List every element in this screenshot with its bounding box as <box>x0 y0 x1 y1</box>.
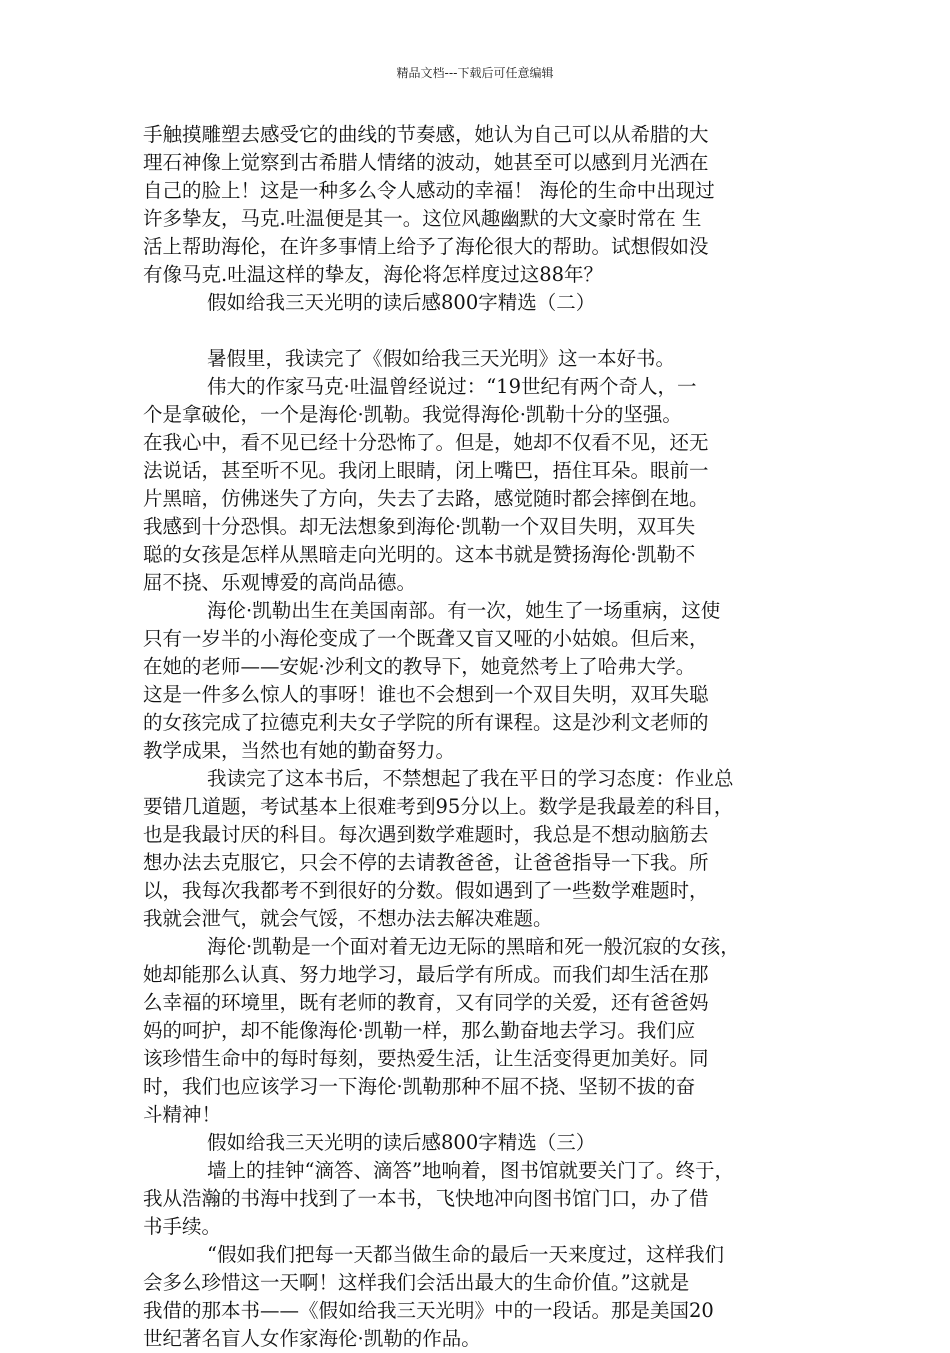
text-line: 想办法去克服它，只会不停的去请教爸爸，让爸爸指导一下我。所 <box>143 851 709 874</box>
text-line: “假如我们把每一天都当做生命的最后一天来度过，这样我们 <box>207 1243 724 1266</box>
text-line: 妈的呵护，却不能像海伦·凯勒一样，那么勤奋地去学习。我们应 <box>143 1019 696 1042</box>
text-line: 个是拿破伦，一个是海伦·凯勒。我觉得海伦·凯勒十分的坚强。 <box>143 403 682 426</box>
text-line: 书手续。 <box>143 1215 222 1238</box>
text-line: 有像马克.吐温这样的挚友，海伦将怎样度过这88年？ <box>143 263 604 286</box>
document-body <box>143 121 807 1353</box>
text-line: 海伦·凯勒出生在美国南部。有一次，她生了一场重病，这使 <box>207 599 721 622</box>
text-line: 片黑暗，仿佛迷失了方向，失去了去路，感觉随时都会摔倒在地。 <box>143 487 709 510</box>
text-line: 手触摸雕塑去感受它的曲线的节奏感，她认为自己可以从希腊的大 <box>143 123 709 146</box>
text-line: 聪的女孩是怎样从黑暗走向光明的。这本书就是赞扬海伦·凯勒不 <box>143 543 696 566</box>
text-line: 伟大的作家马克·吐温曾经说过：“19世纪有两个奇人，一 <box>207 375 697 398</box>
text-line: 屈不挠、乐观博爱的高尚品德。 <box>143 571 417 594</box>
text-line: 法说话，甚至听不见。我闭上眼睛，闭上嘴巴，捂住耳朵。眼前一 <box>143 459 709 482</box>
text-line: 我借的那本书——《假如给我三天光明》中的一段话。那是美国20 <box>143 1299 714 1322</box>
text-line: 许多挚友，马克.吐温便是其一。这位风趣幽默的大文豪时常在 生 <box>143 207 702 230</box>
text-line: 世纪著名盲人女作家海伦·凯勒的作品。 <box>143 1327 481 1350</box>
text-line: 要错几道题，考试基本上很难考到95分以上。数学是我最差的科目， <box>143 795 734 818</box>
text-line: 的女孩完成了拉德克利夫女子学院的所有课程。这是沙利文老师的 <box>143 711 709 734</box>
page-header: 精品文档---下载后可任意编辑 <box>396 66 554 80</box>
text-line: 海伦·凯勒是一个面对着无边无际的黑暗和死一般沉寂的女孩， <box>207 935 740 958</box>
text-line: 我读完了这本书后，不禁想起了我在平日的学习态度：作业总 <box>207 767 734 790</box>
text-line: 假如给我三天光明的读后感800字精选（二） <box>207 291 596 314</box>
text-line: 该珍惜生命中的每时每刻，要热爱生活，让生活变得更加美好。同 <box>143 1047 709 1070</box>
text-line: 暑假里，我读完了《假如给我三天光明》这一本好书。 <box>207 347 676 370</box>
text-line: 时，我们也应该学习一下海伦·凯勒那种不屈不挠、坚韧不拔的奋 <box>143 1075 696 1098</box>
text-line: 自己的脸上！这是一种多么令人感动的幸福！ 海伦的生命中出现过 <box>143 179 715 202</box>
text-line: 以，我每次我都考不到很好的分数。假如遇到了一些数学难题时， <box>143 879 709 902</box>
text-line: 也是我最讨厌的科目。每次遇到数学难题时，我总是不想动脑筋去 <box>143 823 709 846</box>
text-line: 我就会泄气，就会气馁，不想办法去解决难题。 <box>143 907 553 930</box>
text-line: 么幸福的环境里，既有老师的教育，又有同学的关爱，还有爸爸妈 <box>143 991 709 1014</box>
text-line: 这是一件多么惊人的事呀！谁也不会想到一个双目失明，双耳失聪 <box>143 683 709 706</box>
text-line: 墙上的挂钟“滴答、滴答”地响着，图书馆就要关门了。终于， <box>207 1159 734 1182</box>
text-line: 理石神像上觉察到古希腊人情绪的波动，她甚至可以感到月光洒在 <box>143 151 709 174</box>
blank-line <box>143 317 807 345</box>
text-line: 在她的老师——安妮·沙利文的教导下，她竟然考上了哈弗大学。 <box>143 655 696 678</box>
text-line: 活上帮助海伦，在许多事情上给予了海伦很大的帮助。试想假如没 <box>143 235 709 258</box>
text-line: 斗精神！ <box>143 1103 222 1126</box>
text-line: 会多么珍惜这一天啊！这样我们会活出最大的生命价值。”这就是 <box>143 1271 690 1294</box>
text-line: 教学成果，当然也有她的勤奋努力。 <box>143 739 456 762</box>
text-line: 我从浩瀚的书海中找到了一本书，飞快地冲向图书馆门口，办了借 <box>143 1187 709 1210</box>
text-line: 只有一岁半的小海伦变成了一个既聋又盲又哑的小姑娘。但后来， <box>143 627 709 650</box>
text-line: 假如给我三天光明的读后感800字精选（三） <box>207 1131 596 1154</box>
text-line: 在我心中，看不见已经十分恐怖了。但是，她却不仅看不见，还无 <box>143 431 709 454</box>
text-line: 她却能那么认真、努力地学习，最后学有所成。而我们却生活在那 <box>143 963 709 986</box>
text-line: 我感到十分恐惧。却无法想象到海伦·凯勒一个双目失明，双耳失 <box>143 515 696 538</box>
